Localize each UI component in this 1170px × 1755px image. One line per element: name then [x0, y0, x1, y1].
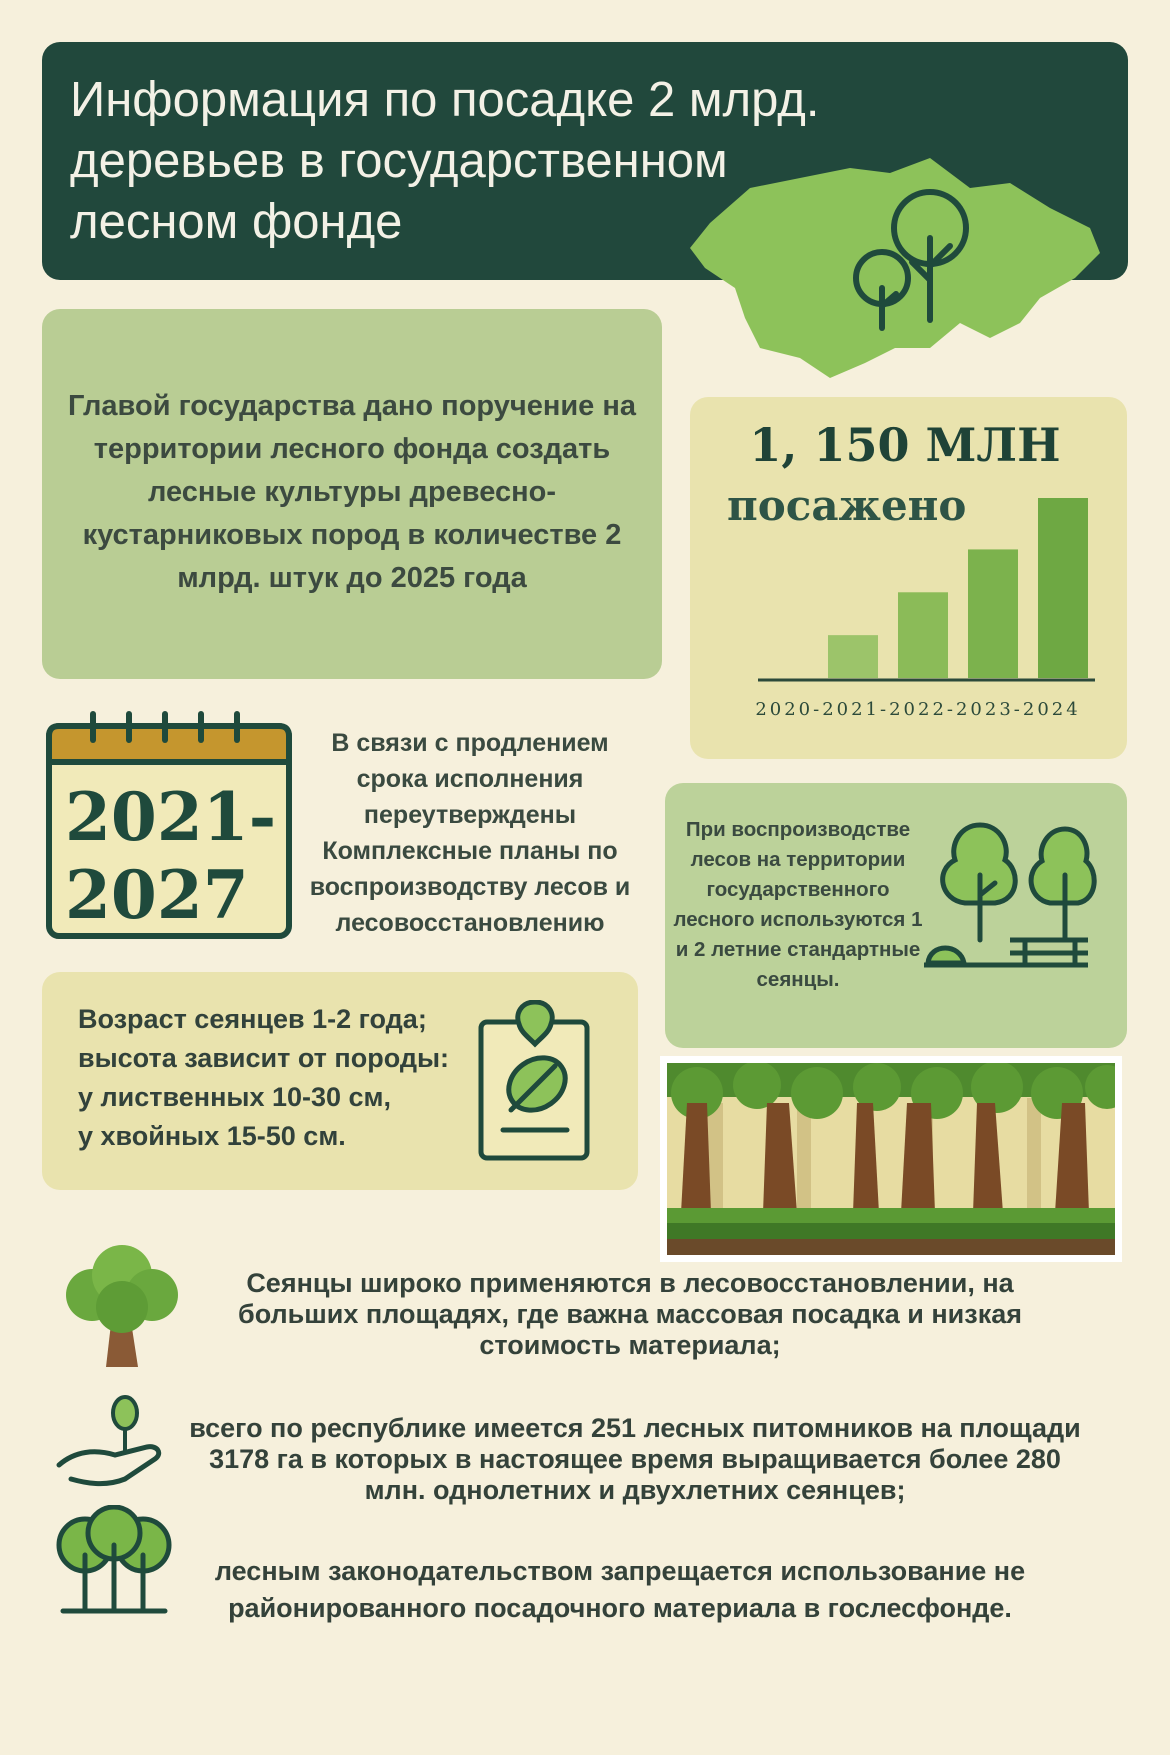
deciduous-height-line: у лиственных 10-30 см, — [78, 1082, 392, 1112]
hand-sprout-icon — [55, 1395, 170, 1490]
calendar-years-start: 2021- — [65, 778, 277, 856]
planted-bar-chart — [690, 480, 1127, 730]
calendar-years-end: 2027 — [65, 856, 249, 934]
bar-2023 — [968, 549, 1018, 678]
conifer-height-line: у хвойных 15-50 см. — [78, 1121, 346, 1151]
clipboard-leaf-icon — [475, 1000, 595, 1165]
bullet-text-1: Сеянцы широко применяются в лесовосстановлении, на больших площадях, где важна массовая посадка и низкая стоимость материала; — [238, 1268, 1022, 1360]
seedling-height-line: высота зависит от породы: — [78, 1043, 450, 1073]
bar-2022 — [898, 592, 948, 678]
planted-sub: посажено — [727, 481, 967, 530]
seedling-age-line: Возраст сеянцев 1-2 года; — [78, 1004, 427, 1034]
page-title: Информация по посадке 2 млрд. деревьев в государственном лесном фонде — [70, 73, 820, 249]
plans-text: В связи с продлением срока исполнения переутверждены Комплексные планы по воспроизводству лесов и лесовосстановлению — [309, 729, 631, 937]
forest-icon — [55, 1505, 173, 1617]
seedling-type-text: При воспроизводстве лесов на территории государственного лесного используются 1 и 2 летние стандартные сеянцы. — [673, 818, 923, 991]
bullet-text-2: всего по республике имеется 251 лесных питомников на площади 3178 га в которых в настоящее время выращивается более 280 млн. однолетних и двухлетних сеянцев; — [189, 1413, 1081, 1505]
forest-illustration — [667, 1063, 1115, 1255]
planted-headline: 1, 150 МЛН — [749, 418, 1061, 472]
trees-bench-icon — [920, 815, 1100, 975]
kazakhstan-map-trees-icon — [690, 148, 1110, 388]
bullet-text-3: лесным законодательством запрещается использование не районированного посадочного материала в гослесфонде. — [214, 1556, 1026, 1623]
tree-icon — [62, 1245, 182, 1370]
bar-2021 — [828, 635, 878, 678]
bar-2024 — [1038, 498, 1088, 678]
directive-text: Главой государства дано поручение на территории лесного фонда создать лесные культуры древесно-кустарниковых пород в количестве 2 млрд. штук до 2025 года — [67, 390, 637, 594]
chart-tick-labels: 2020-2021-2022-2023-2024 — [755, 699, 1081, 720]
calendar-icon — [45, 710, 295, 945]
seedling-age-text — [78, 1000, 488, 1156]
